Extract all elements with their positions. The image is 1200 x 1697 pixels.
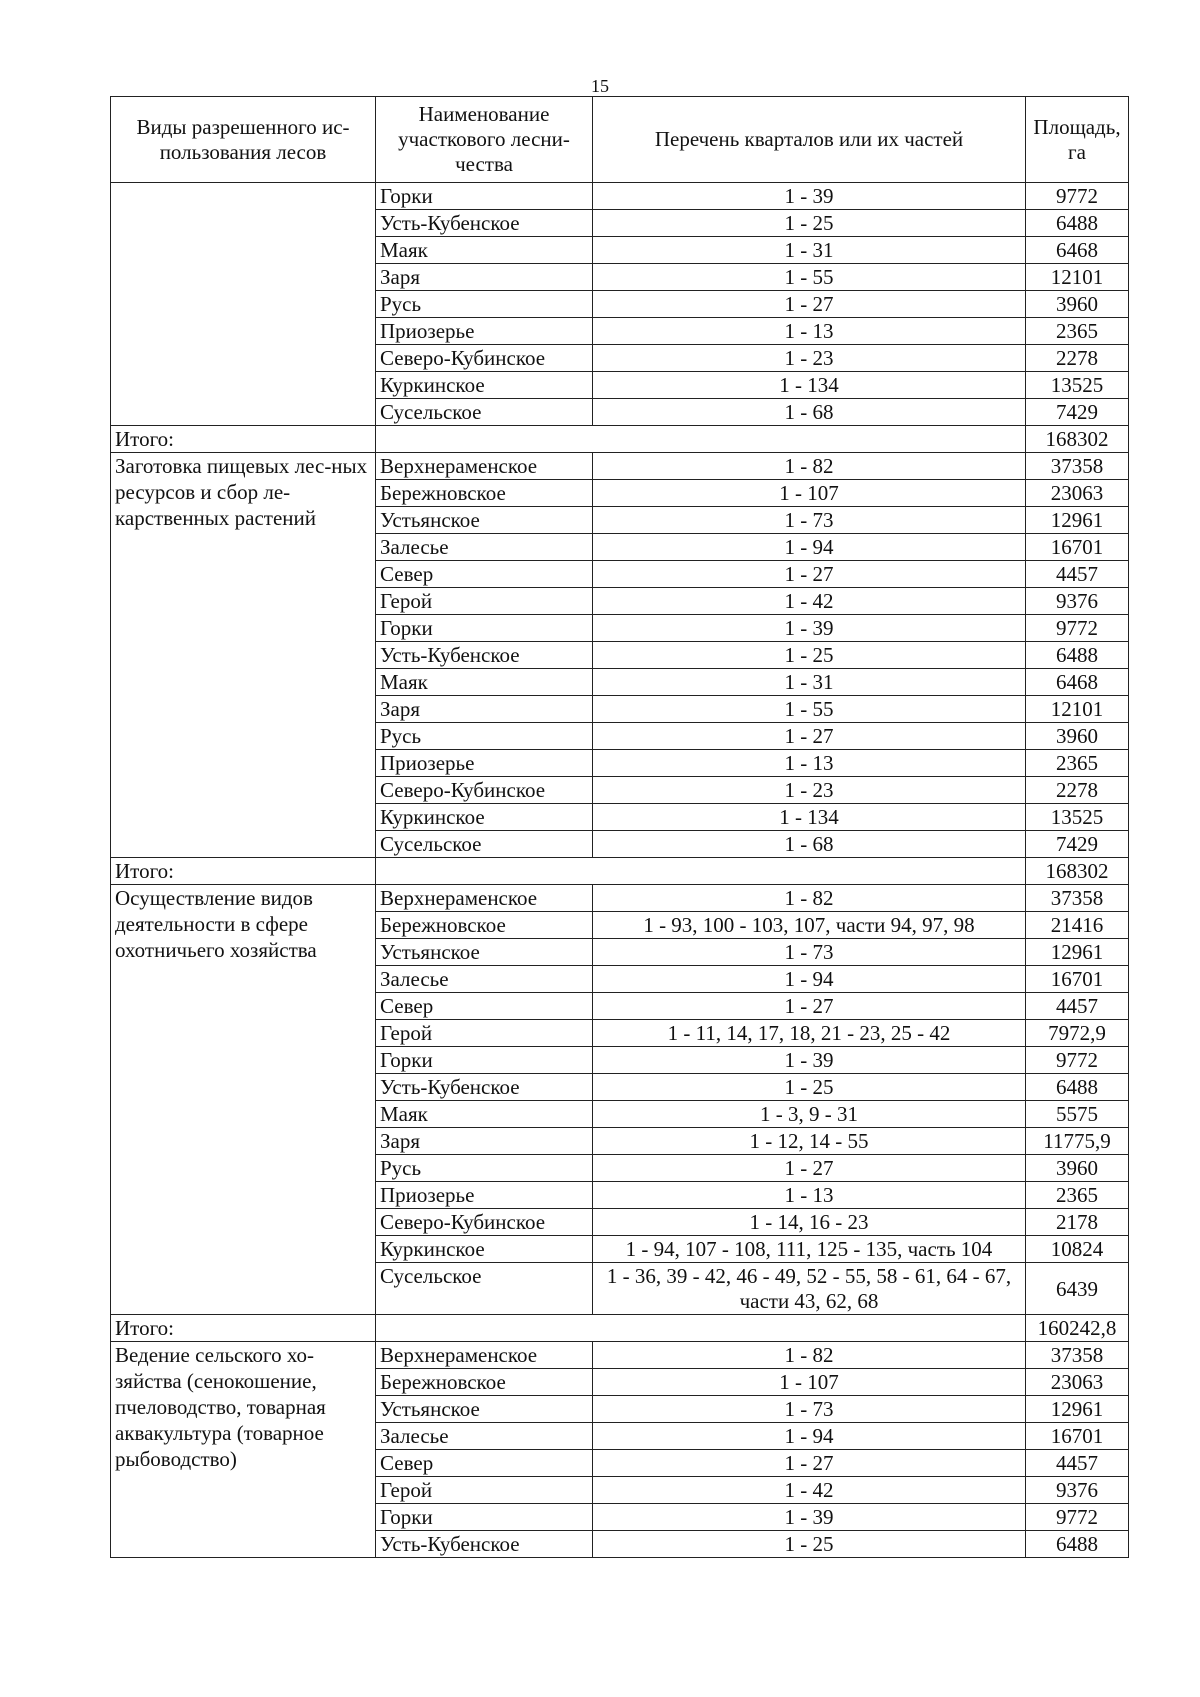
header-kind: Виды разрешенного ис- пользования лесов — [111, 97, 376, 183]
quarters-cell: 1 - 25 — [593, 1531, 1026, 1558]
area-cell: 16701 — [1026, 1423, 1129, 1450]
area-cell: 6488 — [1026, 210, 1129, 237]
area-cell: 10824 — [1026, 1236, 1129, 1263]
forestry-name-cell: Сусельское — [376, 399, 593, 426]
forestry-name-cell: Залесье — [376, 1423, 593, 1450]
area-cell: 6468 — [1026, 669, 1129, 696]
area-cell: 2365 — [1026, 1182, 1129, 1209]
area-cell: 9376 — [1026, 1477, 1129, 1504]
area-cell: 6488 — [1026, 642, 1129, 669]
quarters-cell: 1 - 11, 14, 17, 18, 21 - 23, 25 - 42 — [593, 1020, 1026, 1047]
page-number: 15 — [591, 76, 609, 96]
total-label: Итого: — [111, 858, 376, 885]
quarters-cell: 1 - 25 — [593, 210, 1026, 237]
area-cell: 13525 — [1026, 804, 1129, 831]
forestry-name-cell: Залесье — [376, 966, 593, 993]
quarters-cell: 1 - 23 — [593, 345, 1026, 372]
forestry-name-cell: Залесье — [376, 534, 593, 561]
area-cell: 16701 — [1026, 966, 1129, 993]
forestry-name-cell: Бережновское — [376, 480, 593, 507]
use-kind-cell — [111, 183, 376, 426]
area-cell: 2278 — [1026, 345, 1129, 372]
forestry-name-cell: Сусельское — [376, 831, 593, 858]
area-cell: 23063 — [1026, 1369, 1129, 1396]
area-cell: 6439 — [1026, 1263, 1129, 1315]
quarters-cell: 1 - 27 — [593, 291, 1026, 318]
forestry-name-cell: Русь — [376, 1155, 593, 1182]
forestry-name-cell: Горки — [376, 1047, 593, 1074]
area-cell: 23063 — [1026, 480, 1129, 507]
quarters-cell: 1 - 27 — [593, 993, 1026, 1020]
forestry-name-cell: Заря — [376, 696, 593, 723]
area-cell: 9772 — [1026, 615, 1129, 642]
forestry-name-cell: Заря — [376, 264, 593, 291]
forestry-name-cell: Герой — [376, 1477, 593, 1504]
quarters-cell: 1 - 42 — [593, 588, 1026, 615]
forestry-name-cell: Усть-Кубенское — [376, 1074, 593, 1101]
forestry-name-cell: Горки — [376, 615, 593, 642]
quarters-cell: 1 - 107 — [593, 480, 1026, 507]
forestry-name-cell: Приозерье — [376, 750, 593, 777]
quarters-cell: 1 - 25 — [593, 1074, 1026, 1101]
quarters-cell: 1 - 55 — [593, 696, 1026, 723]
quarters-cell: 1 - 31 — [593, 669, 1026, 696]
quarters-cell: 1 - 82 — [593, 885, 1026, 912]
area-cell: 7429 — [1026, 399, 1129, 426]
quarters-cell: 1 - 39 — [593, 1047, 1026, 1074]
area-cell: 37358 — [1026, 885, 1129, 912]
forestry-name-cell: Заря — [376, 1128, 593, 1155]
forestry-name-cell: Верхнераменское — [376, 885, 593, 912]
quarters-cell: 1 - 13 — [593, 318, 1026, 345]
total-row — [111, 858, 1129, 885]
forestry-name-cell: Куркинское — [376, 804, 593, 831]
quarters-cell: 1 - 55 — [593, 264, 1026, 291]
forestry-name-cell: Русь — [376, 291, 593, 318]
area-cell: 12961 — [1026, 1396, 1129, 1423]
quarters-cell: 1 - 94 — [593, 966, 1026, 993]
quarters-cell: 1 - 134 — [593, 372, 1026, 399]
area-cell: 37358 — [1026, 1342, 1129, 1369]
area-cell: 5575 — [1026, 1101, 1129, 1128]
quarters-cell: 1 - 94, 107 - 108, 111, 125 - 135, часть 104 — [593, 1236, 1026, 1263]
forestry-name-cell: Север — [376, 1450, 593, 1477]
table-row — [111, 1342, 1129, 1369]
forestry-name-cell: Маяк — [376, 669, 593, 696]
table-row — [111, 183, 1129, 210]
area-cell: 3960 — [1026, 1155, 1129, 1182]
quarters-cell: 1 - 36, 39 - 42, 46 - 49, 52 - 55, 58 - 61, 64 - 67, части 43, 62, 68 — [593, 1263, 1026, 1315]
forestry-name-cell: Приозерье — [376, 318, 593, 345]
quarters-cell: 1 - 93, 100 - 103, 107, части 94, 97, 98 — [593, 912, 1026, 939]
forestry-name-cell: Северо-Кубинское — [376, 777, 593, 804]
total-empty-cell — [376, 858, 1026, 885]
table-header-row — [111, 97, 1129, 183]
quarters-cell: 1 - 107 — [593, 1369, 1026, 1396]
forestry-name-cell: Северо-Кубинское — [376, 1209, 593, 1236]
forestry-name-cell: Верхнераменское — [376, 1342, 593, 1369]
area-cell: 6468 — [1026, 237, 1129, 264]
total-empty-cell — [376, 1315, 1026, 1342]
forestry-name-cell: Приозерье — [376, 1182, 593, 1209]
forestry-name-cell: Герой — [376, 1020, 593, 1047]
total-area-value: 168302 — [1026, 858, 1129, 885]
quarters-cell: 1 - 73 — [593, 507, 1026, 534]
area-cell: 7429 — [1026, 831, 1129, 858]
area-cell: 13525 — [1026, 372, 1129, 399]
forestry-name-cell: Устьянское — [376, 507, 593, 534]
quarters-cell: 1 - 14, 16 - 23 — [593, 1209, 1026, 1236]
use-kind-cell: Ведение сельского хо-зяйства (сенокошение, пчеловодство, товарная аквакультура (товарное рыбоводство) — [111, 1342, 376, 1558]
forestry-name-cell: Усть-Кубенское — [376, 1531, 593, 1558]
forestry-name-cell: Усть-Кубенское — [376, 642, 593, 669]
header-area: Площадь, га — [1026, 97, 1129, 183]
area-cell: 12101 — [1026, 696, 1129, 723]
area-cell: 12961 — [1026, 939, 1129, 966]
forestry-name-cell: Бережновское — [376, 912, 593, 939]
forestry-name-cell: Северо-Кубинское — [376, 345, 593, 372]
area-cell: 37358 — [1026, 453, 1129, 480]
area-cell: 4457 — [1026, 1450, 1129, 1477]
area-cell: 2365 — [1026, 318, 1129, 345]
forestry-name-cell: Усть-Кубенское — [376, 210, 593, 237]
table-body — [111, 183, 1129, 1558]
forestry-name-cell: Куркинское — [376, 1236, 593, 1263]
area-cell: 4457 — [1026, 561, 1129, 588]
area-cell: 11775,9 — [1026, 1128, 1129, 1155]
quarters-cell: 1 - 23 — [593, 777, 1026, 804]
quarters-cell: 1 - 39 — [593, 1504, 1026, 1531]
quarters-cell: 1 - 68 — [593, 831, 1026, 858]
area-cell: 21416 — [1026, 912, 1129, 939]
quarters-cell: 1 - 31 — [593, 237, 1026, 264]
area-cell: 7972,9 — [1026, 1020, 1129, 1047]
forest-use-table — [110, 96, 1129, 1558]
area-cell: 3960 — [1026, 723, 1129, 750]
area-cell: 2365 — [1026, 750, 1129, 777]
quarters-cell: 1 - 94 — [593, 534, 1026, 561]
quarters-cell: 1 - 94 — [593, 1423, 1026, 1450]
forestry-name-cell: Русь — [376, 723, 593, 750]
table-row — [111, 885, 1129, 912]
total-label: Итого: — [111, 1315, 376, 1342]
quarters-cell: 1 - 134 — [593, 804, 1026, 831]
area-cell: 9772 — [1026, 1047, 1129, 1074]
total-area-value: 160242,8 — [1026, 1315, 1129, 1342]
area-cell: 6488 — [1026, 1074, 1129, 1101]
total-label: Итого: — [111, 426, 376, 453]
area-cell: 9772 — [1026, 183, 1129, 210]
forestry-name-cell: Маяк — [376, 237, 593, 264]
quarters-cell: 1 - 27 — [593, 723, 1026, 750]
quarters-cell: 1 - 3, 9 - 31 — [593, 1101, 1026, 1128]
area-cell: 12101 — [1026, 264, 1129, 291]
area-cell: 2278 — [1026, 777, 1129, 804]
quarters-cell: 1 - 42 — [593, 1477, 1026, 1504]
forestry-name-cell: Куркинское — [376, 372, 593, 399]
total-area-value: 168302 — [1026, 426, 1129, 453]
use-kind-cell: Заготовка пищевых лес-ных ресурсов и сбор ле-карственных растений — [111, 453, 376, 858]
area-cell: 2178 — [1026, 1209, 1129, 1236]
quarters-cell: 1 - 82 — [593, 453, 1026, 480]
header-quarters: Перечень кварталов или их частей — [593, 97, 1026, 183]
quarters-cell: 1 - 39 — [593, 615, 1026, 642]
total-row — [111, 426, 1129, 453]
quarters-cell: 1 - 27 — [593, 1155, 1026, 1182]
forestry-name-cell: Устьянское — [376, 1396, 593, 1423]
quarters-cell: 1 - 68 — [593, 399, 1026, 426]
area-cell: 3960 — [1026, 291, 1129, 318]
area-cell: 12961 — [1026, 507, 1129, 534]
quarters-cell: 1 - 13 — [593, 750, 1026, 777]
area-cell: 9772 — [1026, 1504, 1129, 1531]
forestry-name-cell: Север — [376, 561, 593, 588]
total-row — [111, 1315, 1129, 1342]
quarters-cell: 1 - 27 — [593, 561, 1026, 588]
quarters-cell: 1 - 73 — [593, 939, 1026, 966]
header-forestry: Наименование участкового лесни-чества — [376, 97, 593, 183]
forestry-name-cell: Герой — [376, 588, 593, 615]
quarters-cell: 1 - 39 — [593, 183, 1026, 210]
quarters-cell: 1 - 13 — [593, 1182, 1026, 1209]
area-cell: 6488 — [1026, 1531, 1129, 1558]
quarters-cell: 1 - 25 — [593, 642, 1026, 669]
forestry-name-cell: Верхнераменское — [376, 453, 593, 480]
forestry-name-cell: Горки — [376, 1504, 593, 1531]
quarters-cell: 1 - 73 — [593, 1396, 1026, 1423]
area-cell: 4457 — [1026, 993, 1129, 1020]
quarters-cell: 1 - 12, 14 - 55 — [593, 1128, 1026, 1155]
forestry-name-cell: Горки — [376, 183, 593, 210]
total-empty-cell — [376, 426, 1026, 453]
forestry-name-cell: Устьянское — [376, 939, 593, 966]
forestry-name-cell: Сусельское — [376, 1263, 593, 1315]
area-cell: 9376 — [1026, 588, 1129, 615]
forestry-name-cell: Бережновское — [376, 1369, 593, 1396]
use-kind-cell: Осуществление видов деятельности в сфере охотничьего хозяйства — [111, 885, 376, 1315]
table-row — [111, 453, 1129, 480]
forestry-name-cell: Маяк — [376, 1101, 593, 1128]
quarters-cell: 1 - 27 — [593, 1450, 1026, 1477]
area-cell: 16701 — [1026, 534, 1129, 561]
forestry-name-cell: Север — [376, 993, 593, 1020]
quarters-cell: 1 - 82 — [593, 1342, 1026, 1369]
